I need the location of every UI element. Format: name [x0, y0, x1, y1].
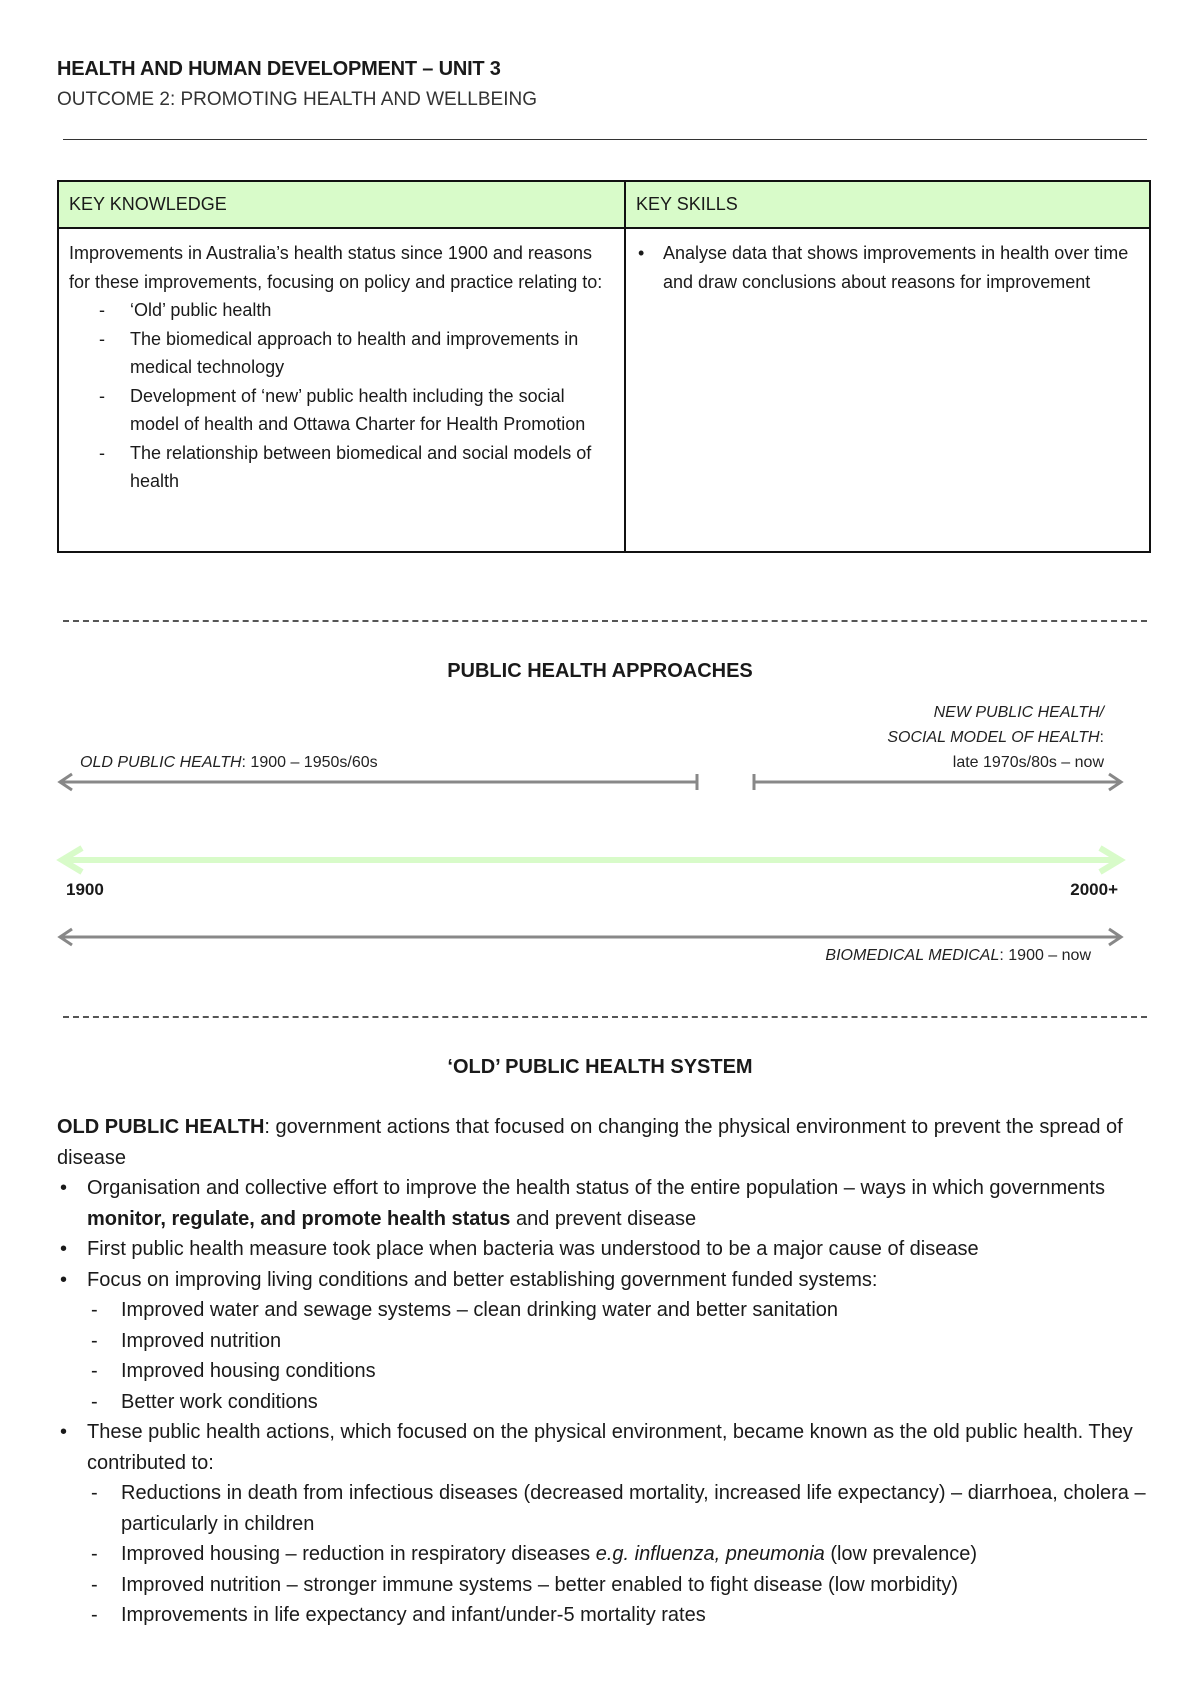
bio-label-italic: BIOMEDICAL MEDICAL: [825, 947, 1000, 964]
biomedical-label: [825, 947, 1091, 965]
document-subtitle: OUTCOME 2: PROMOTING HEALTH AND WELLBEING: [57, 89, 537, 110]
definition-paragraph: [57, 1112, 1147, 1173]
bullet-text: and prevent disease: [510, 1207, 697, 1230]
list-item: - The relationship between biomedical and social models of health: [99, 439, 614, 496]
key-knowledge-header: KEY KNOWLEDGE: [58, 181, 625, 228]
old-public-health-body: [57, 1112, 1147, 1631]
old-public-health-title: ‘OLD’ PUBLIC HEALTH SYSTEM: [447, 1056, 753, 1078]
sub-list: [87, 1295, 1147, 1417]
old-period-arrow: [60, 774, 697, 790]
section-divider: [63, 1016, 1147, 1018]
timeline-start-year: 1900: [66, 880, 104, 899]
new-label-line1: NEW PUBLIC HEALTH/: [933, 704, 1104, 721]
new-label-line2-suffix: :: [1099, 729, 1104, 746]
list-item: - The biomedical approach to health and improvements in medical technology: [99, 325, 614, 382]
sub-list-item: - Improved water and sewage systems – clean drinking water and better sanitation: [87, 1295, 1147, 1326]
bullet-text: Organisation and collective effort to improve the health status of the entire population – ways in which governments: [87, 1177, 1105, 1199]
list-item: - ‘Old’ public health: [99, 296, 614, 325]
old-label-italic: OLD PUBLIC HEALTH: [80, 754, 242, 771]
key-knowledge-intro: Improvements in Australia’s health status since 1900 and reasons for these improvements, focusing on policy and practice relating to:: [69, 243, 603, 292]
list-item: - Development of ‘new’ public health including the social model of health and Ottawa Charter for Health Promotion: [99, 382, 614, 439]
sub-list-item: - Improved nutrition – stronger immune systems – better enabled to fight disease (low morbidity): [87, 1570, 1147, 1601]
definition-text: : government actions that focused on changing the physical environment to prevent the spread of disease: [57, 1116, 1123, 1169]
list-item: • Analyse data that shows improvements in health over time and draw conclusions about reasons for improvement: [636, 239, 1139, 296]
new-label-line3: late 1970s/80s – now: [952, 754, 1104, 771]
bio-label-range: : 1900 – now: [999, 947, 1091, 964]
document-title: HEALTH AND HUMAN DEVELOPMENT – UNIT 3: [57, 58, 501, 80]
list-item: • First public health measure took place when bacteria was understood to be a major cause of disease: [57, 1234, 1147, 1265]
definition-term: OLD PUBLIC HEALTH: [57, 1116, 265, 1138]
sub-list-item: [87, 1539, 1147, 1570]
timeline-title: PUBLIC HEALTH APPROACHES: [447, 660, 753, 682]
timeline-end-year: 2000+: [1070, 880, 1118, 899]
sub-list: [87, 1478, 1147, 1631]
old-public-health-list: [57, 1173, 1147, 1631]
sub-list-item: - Reductions in death from infectious diseases (decreased mortality, increased life expectancy) – diarrhoea, cholera – particularly in children: [87, 1478, 1147, 1539]
bullet-text: These public health actions, which focused on the physical environment, became known as the old public health. They contributed to:: [87, 1421, 1133, 1474]
sub-item-italic-text: e.g. influenza, pneumonia: [595, 1543, 825, 1565]
list-item: [57, 1265, 1147, 1418]
list-item: [57, 1173, 1147, 1234]
new-period-arrow: [754, 774, 1121, 790]
sub-list-item: - Better work conditions: [87, 1387, 1147, 1418]
list-item: [57, 1417, 1147, 1631]
sub-list-item: - Improved nutrition: [87, 1326, 1147, 1357]
biomedical-period-arrow: [60, 929, 1121, 945]
key-skills-header: KEY SKILLS: [625, 181, 1150, 228]
main-timeline-arrow: [62, 848, 1120, 872]
sub-item-text: (low prevalence): [824, 1543, 978, 1565]
sub-list-item: - Improvements in life expectancy and infant/under-5 mortality rates: [87, 1600, 1147, 1631]
bullet-bold-text: monitor, regulate, and promote health status: [87, 1207, 511, 1230]
sub-item-text: Improved housing – reduction in respiratory diseases: [121, 1543, 596, 1565]
sub-list-item: - Improved housing conditions: [87, 1356, 1147, 1387]
old-label-range: : 1900 – 1950s/60s: [241, 754, 378, 771]
new-label-line2: SOCIAL MODEL OF HEALTH: [887, 729, 1100, 746]
bullet-text: Focus on improving living conditions and better establishing government funded systems:: [87, 1268, 878, 1291]
